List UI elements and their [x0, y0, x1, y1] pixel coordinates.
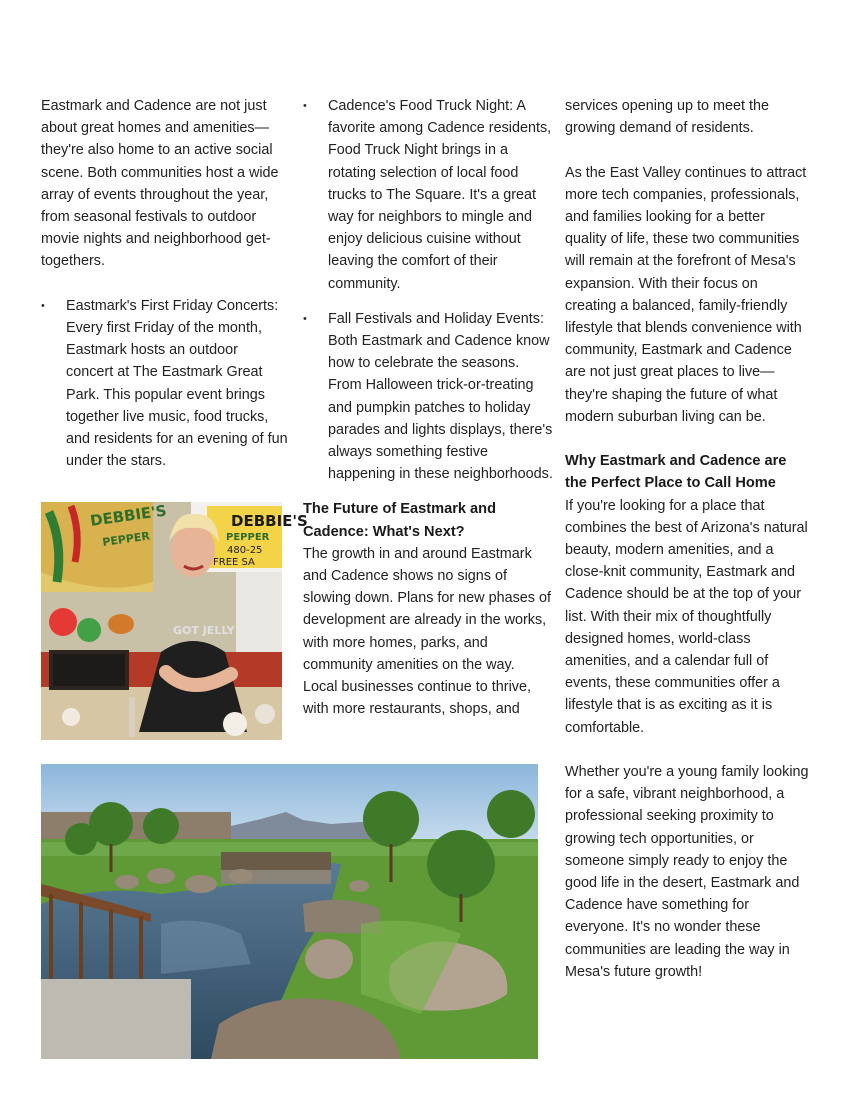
column-right [565, 95, 810, 983]
events-list-middle [303, 95, 553, 485]
heading-why: Why Eastmark and Cadence are the Perfect Place to Call Home [565, 453, 787, 492]
heading-future: The Future of Eastmark and Cadence: What's Next? [303, 501, 496, 540]
list-item-first-friday: • Eastmark's First Friday Concerts: Every first Friday of the month, Eastmark hosts an outdoor concert at The Eastmark Great Park. This popular event brings together live music, food trucks, and residents for an evening of fun under the stars. [41, 295, 289, 473]
future-paragraph: The growth in and around Eastmark and Cadence shows no signs of slowing down. Plans for new phases of development are already in the works, with more homes, parks, and community amenities on the way. Local businesses continue to thrive, with more restaurants, shops, and [303, 545, 551, 718]
events-list-left [41, 295, 289, 473]
vendor-shirt-text: GOT JELLY [173, 624, 235, 637]
photo-vendor [41, 501, 308, 740]
vendor-sign-right: DEBBIE'S [231, 512, 308, 530]
why-paragraph: If you're looking for a place that combines the best of Arizona's natural beauty, modern amenities, and a close-knit community, Eastmark and Cadence should be at the top of your list. With their mix of thoughtfully designed homes, world-class amenities, and a calendar full of events, these communities offer a lifestyle that is as exciting as it is comfortable. [565, 497, 808, 736]
column-left [41, 95, 289, 485]
vendor-sign-right-sub: PEPPER [226, 532, 270, 543]
east-valley-paragraph: As the East Valley continues to attract more tech companies, professionals, and families looking for a better quality of life, these two communities will remain at the forefront of Mesa's expansion. With their focus on creating a balanced, family-friendly lifestyle that blends convenience with community, Eastmark and Cadence are not just great places to live—they're shaping the future of what modern suburban living can be. [565, 164, 807, 425]
list-item-food-truck-night: • Cadence's Food Truck Night: A favorite among Cadence residents, Food Truck Night brings in a rotating selection of local food trucks to The Square. It's a great way for neighbors to mingle and enjoy delicious cuisine without leaving the comfort of their community. [303, 95, 553, 295]
column-middle [303, 95, 553, 720]
list-item-fall-festivals: • Fall Festivals and Holiday Events: Both Eastmark and Cadence know how to celebrate the seasons. From Halloween trick-or-treating and pumpkin patches to holiday parades and lights displays, there's always something festive happening in these neighborhoods. [303, 308, 553, 486]
vendor-sign-left: DEBBIE'S [89, 501, 168, 530]
closing-paragraph: Whether you're a young family looking for a safe, vibrant neighborhood, a professional seeking proximity to growing tech opportunities, or someone simply ready to enjoy the good life in the desert, Eastmark and Cadence have something for everyone. It's no wonder these communities are leading the way in Mesa's future growth! [565, 764, 809, 980]
vendor-sign-free: FREE SA [213, 557, 255, 568]
vendor-sign-phone: 480-25 [227, 545, 263, 556]
intro-paragraph: Eastmark and Cadence are not just about great homes and amenities— they're also home to an active social scene. Both communities host a wide array of events throughout the year, from seasonal festivals to outdoor movie nights and neighborhood get-togethers. [41, 98, 279, 270]
continued-paragraph: services opening up to meet the growing demand of residents. [565, 98, 769, 137]
vendor-sign-left-sub: PEPPER [101, 529, 151, 549]
photo-park [41, 764, 538, 1059]
